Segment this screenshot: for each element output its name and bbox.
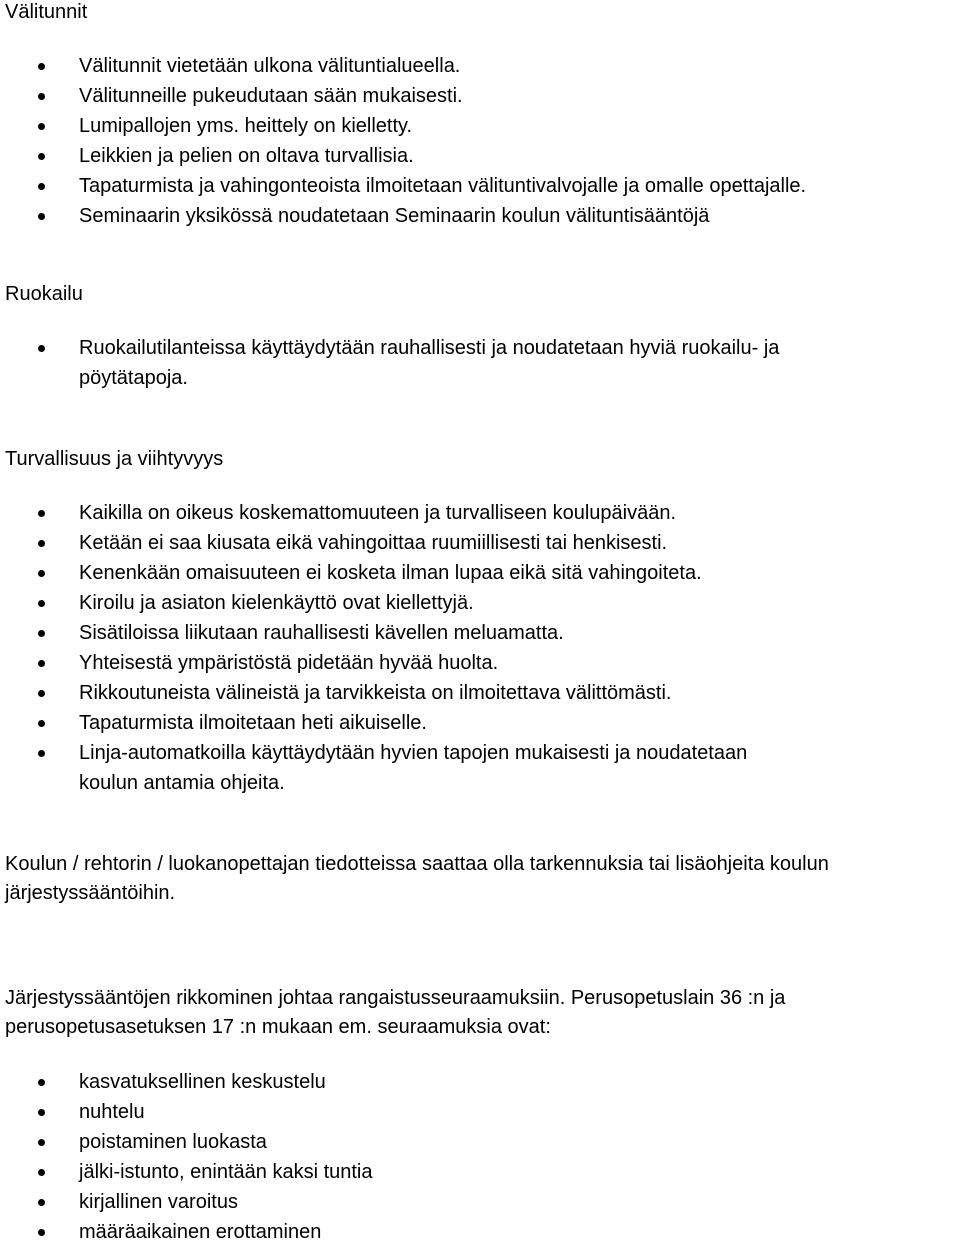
list-item-text: Sisätiloissa liikutaan rauhallisesti kävellen meluamatta. xyxy=(79,622,564,644)
bullet-icon xyxy=(38,123,45,130)
list-item xyxy=(0,333,779,393)
bullet-icon xyxy=(38,660,45,667)
bullet-icon xyxy=(38,153,45,160)
list-item-text-line2: pöytätapoja. xyxy=(79,367,188,389)
bullet-icon xyxy=(38,510,45,517)
list-item-text: poistaminen luokasta xyxy=(79,1131,267,1153)
list-item-text: Rikkoutuneista välineistä ja tarvikkeista on ilmoitettava välittömästi. xyxy=(79,682,672,704)
list-item xyxy=(0,528,747,558)
list-turvallisuus xyxy=(0,498,747,798)
bullet-icon xyxy=(38,1199,45,1206)
list-item xyxy=(0,81,806,111)
list-item-text: kasvatuksellinen keskustelu xyxy=(79,1071,326,1093)
list-item xyxy=(0,558,747,588)
bullet-icon xyxy=(38,570,45,577)
list-item-text: jälki-istunto, enintään kaksi tuntia xyxy=(79,1161,373,1183)
list-item-text: Leikkien ja pelien on oltava turvallisia. xyxy=(79,145,414,167)
list-item xyxy=(0,588,747,618)
bullet-icon xyxy=(38,1169,45,1176)
list-item xyxy=(0,1217,373,1247)
list-item-text: Kenenkään omaisuuteen ei kosketa ilman lupaa eikä sitä vahingoiteta. xyxy=(79,562,702,584)
list-item xyxy=(0,201,806,231)
paragraph-seuraamukset xyxy=(5,984,960,1042)
list-valitunnit xyxy=(0,51,806,231)
list-item-text: Lumipallojen yms. heittely on kielletty. xyxy=(79,115,413,137)
bullet-icon xyxy=(38,720,45,727)
heading-ruokailu: Ruokailu xyxy=(5,283,83,305)
paragraph-tiedotteet xyxy=(5,850,960,908)
bullet-icon xyxy=(38,213,45,220)
list-item-text: määräaikainen erottaminen xyxy=(79,1221,322,1243)
list-item-text-line1: Ruokailutilanteissa käyttäydytään rauhallisesti ja noudatetaan hyviä ruokailu- ja xyxy=(79,337,780,359)
list-item xyxy=(0,1097,373,1127)
paragraph-line2: perusopetusasetuksen 17 :n mukaan em. seuraamuksia ovat: xyxy=(5,1016,551,1038)
list-item xyxy=(0,171,806,201)
bullet-icon xyxy=(38,600,45,607)
bullet-icon xyxy=(38,1229,45,1236)
list-item-text: Yhteisestä ympäristöstä pidetään hyvää huolta. xyxy=(79,652,499,674)
paragraph-line1: Koulun / rehtorin / luokanopettajan tiedotteissa saattaa olla tarkennuksia tai lisäohjeita koulun xyxy=(5,853,829,875)
heading-turvallisuus: Turvallisuus ja viihtyvyys xyxy=(5,448,224,470)
list-item-text: Välitunneille pukeudutaan sään mukaisesti. xyxy=(79,85,463,107)
bullet-icon xyxy=(38,630,45,637)
bullet-icon xyxy=(38,345,45,352)
bullet-icon xyxy=(38,750,45,757)
bullet-icon xyxy=(38,1079,45,1086)
list-item-text-line1: Linja-automatkoilla käyttäydytään hyvien tapojen mukaisesti ja noudatetaan xyxy=(79,742,748,764)
bullet-icon xyxy=(38,63,45,70)
list-item-text: Kaikilla on oikeus koskemattomuuteen ja turvalliseen koulupäivään. xyxy=(79,502,677,524)
list-item xyxy=(0,648,747,678)
list-item-text: Kiroilu ja asiaton kielenkäyttö ovat kiellettyjä. xyxy=(79,592,474,614)
list-item xyxy=(0,1067,373,1097)
list-seuraamukset xyxy=(0,1067,373,1247)
list-ruokailu xyxy=(0,333,779,393)
list-item-text-line2: koulun antamia ohjeita. xyxy=(79,772,285,794)
bullet-icon xyxy=(38,1139,45,1146)
list-item-text: Välitunnit vietetään ulkona välituntialueella. xyxy=(79,55,461,77)
list-item xyxy=(0,1127,373,1157)
list-item-text: Tapaturmista ja vahingonteoista ilmoitetaan välituntivalvojalle ja omalle opettajalle. xyxy=(79,175,807,197)
bullet-icon xyxy=(38,540,45,547)
bullet-icon xyxy=(38,93,45,100)
bullet-icon xyxy=(38,183,45,190)
list-item xyxy=(0,738,747,798)
list-item-text: Seminaarin yksikössä noudatetaan Seminaarin koulun välituntisääntöjä xyxy=(79,205,710,227)
list-item xyxy=(0,708,747,738)
list-item xyxy=(0,498,747,528)
list-item xyxy=(0,51,806,81)
list-item xyxy=(0,1157,373,1187)
list-item xyxy=(0,678,747,708)
bullet-icon xyxy=(38,690,45,697)
list-item xyxy=(0,1187,373,1217)
paragraph-line2: järjestyssääntöihin. xyxy=(5,882,176,904)
list-item xyxy=(0,141,806,171)
list-item xyxy=(0,618,747,648)
list-item-text: nuhtelu xyxy=(79,1101,145,1123)
paragraph-line1: Järjestyssääntöjen rikkominen johtaa rangaistusseuraamuksiin. Perusopetuslain 36 :n ja xyxy=(5,987,786,1009)
bullet-icon xyxy=(38,1109,45,1116)
list-item-text: kirjallinen varoitus xyxy=(79,1191,238,1213)
list-item-text: Ketään ei saa kiusata eikä vahingoittaa ruumiillisesti tai henkisesti. xyxy=(79,532,668,554)
list-item-text: Tapaturmista ilmoitetaan heti aikuiselle. xyxy=(79,712,427,734)
heading-valitunnit: Välitunnit xyxy=(5,1,88,23)
list-item xyxy=(0,111,806,141)
